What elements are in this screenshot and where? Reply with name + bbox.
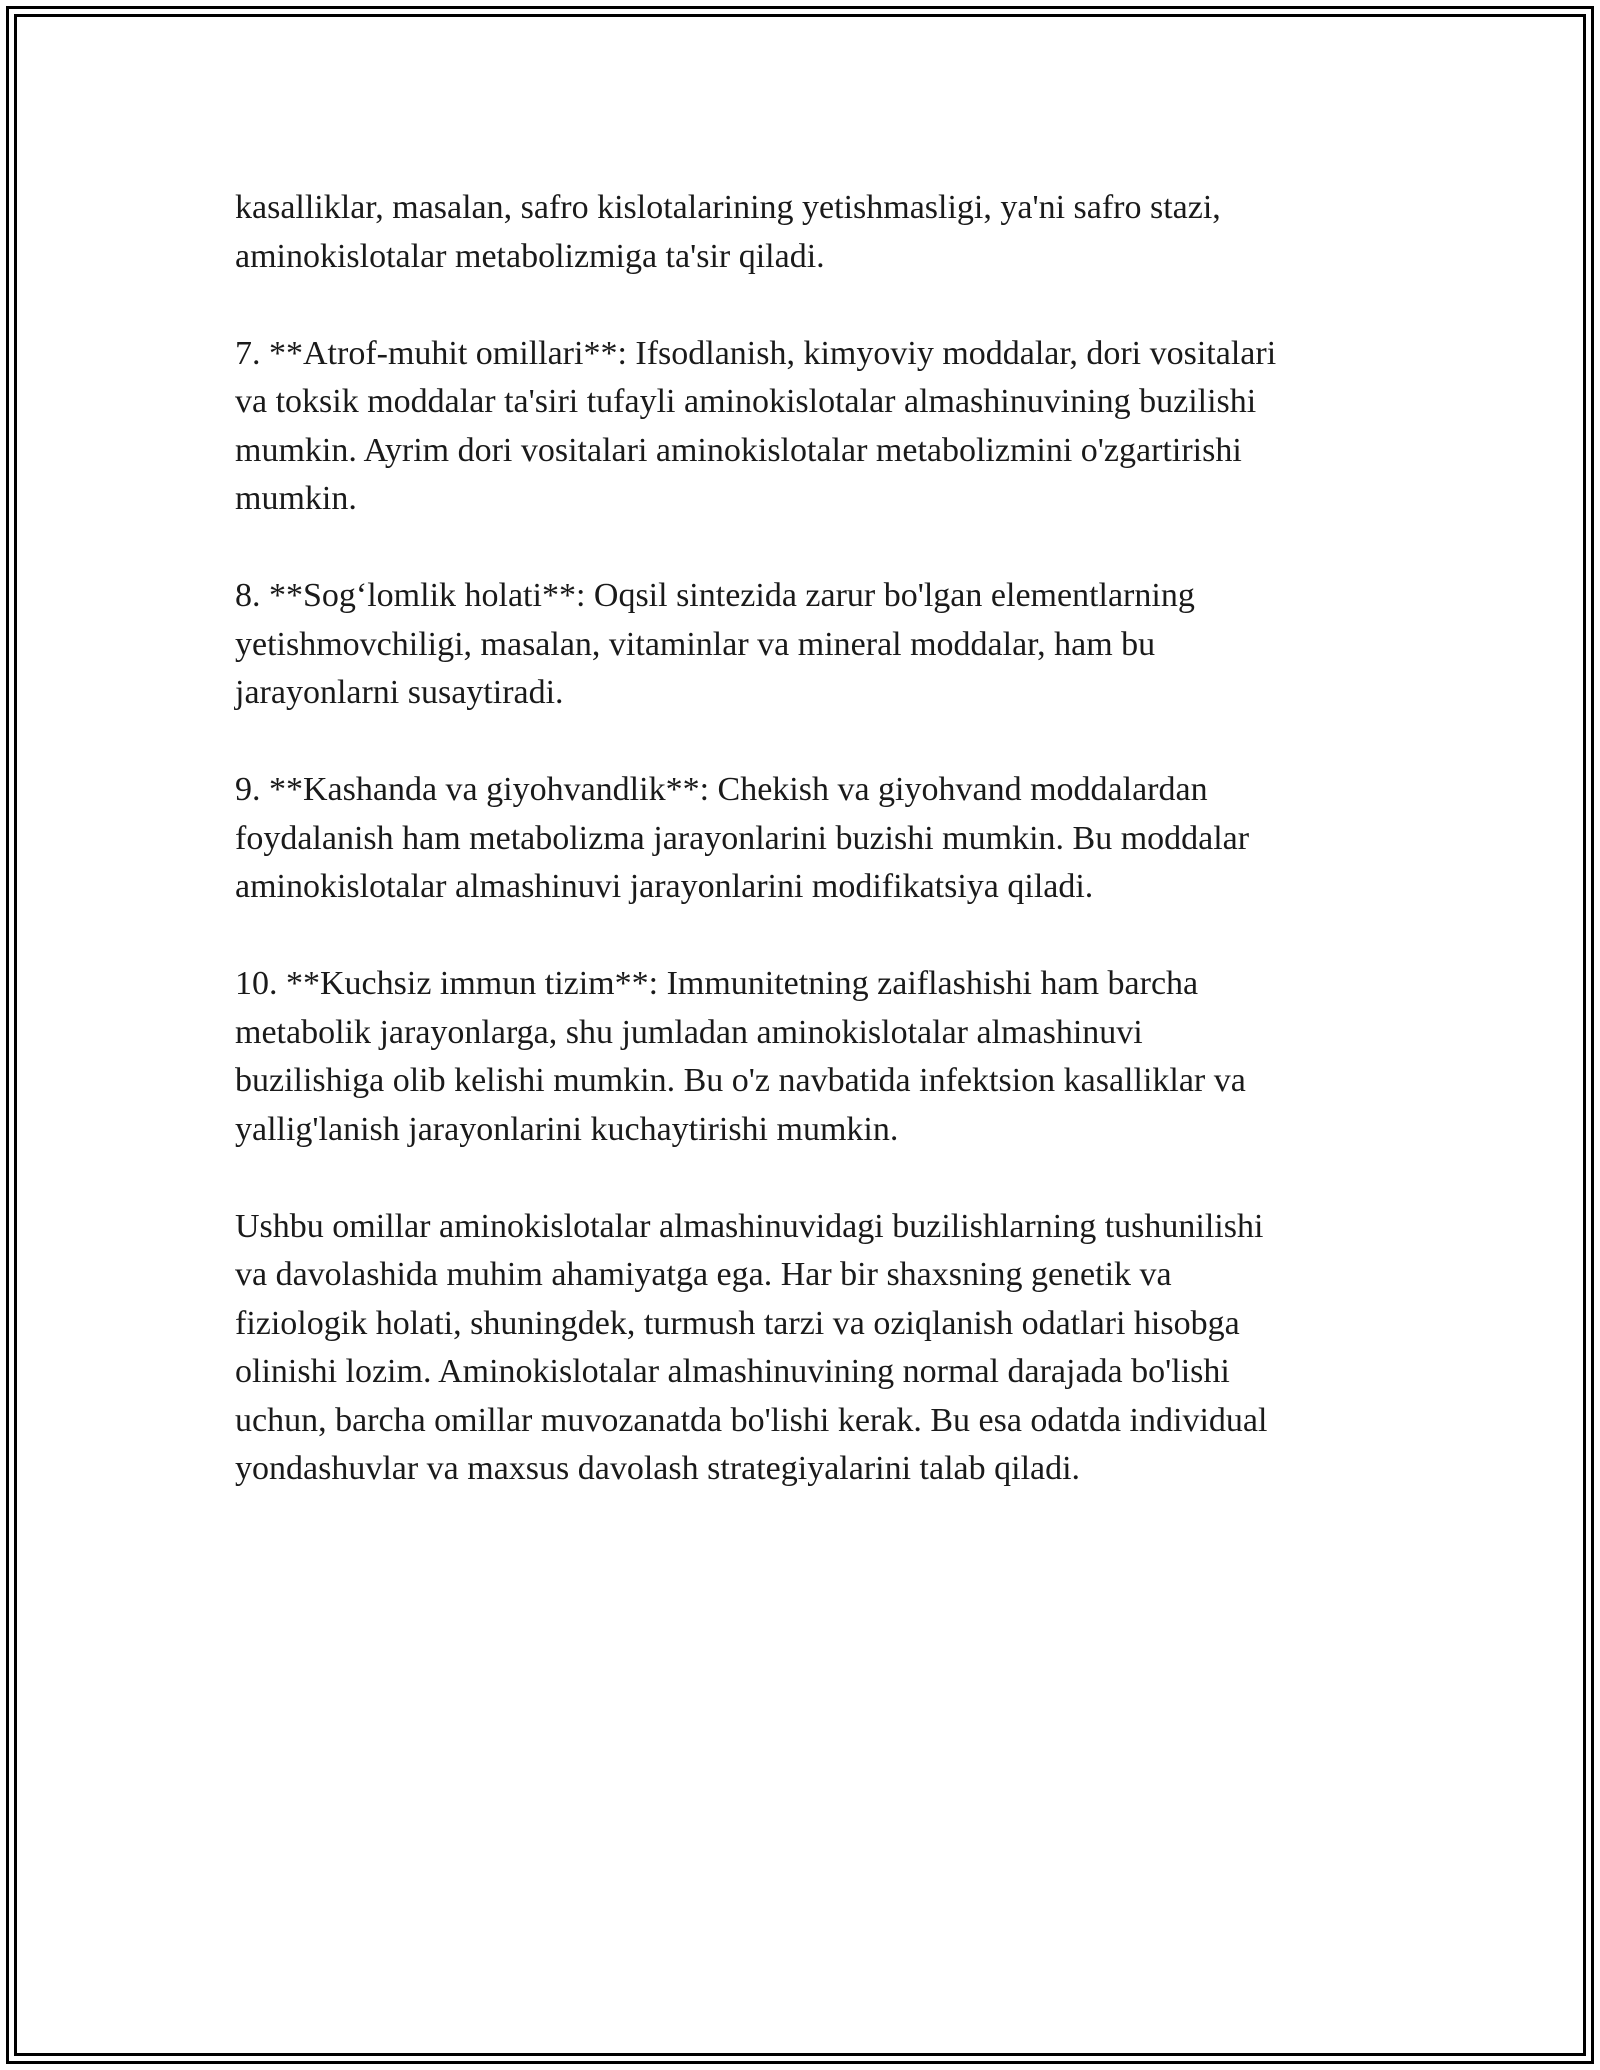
text-line: buzilishiga olib kelishi mumkin. Bu o'z navbatida infektsion kasalliklar va: [235, 1062, 1246, 1099]
text-line: va toksik moddalar ta'siri tufayli aminokislotalar almashinuvining buzilishi: [235, 383, 1257, 420]
text-line: yetishmovchiligi, masalan, vitaminlar va mineral moddalar, ham bu: [235, 625, 1156, 663]
text-line: kasalliklar, masalan, safro kislotalarining yetishmasligi, ya'ni safro stazi,: [235, 189, 1221, 226]
paragraph-item-8: [235, 572, 1375, 718]
text-line: mumkin.: [235, 480, 357, 517]
text-line: fiziologik holati, shuningdek, turmush tarzi va oziqlanish odatlari hisobga: [235, 1304, 1240, 1342]
text-line: 8. **Sog‘lomlik holati**: Oqsil sintezida zarur bo'lgan elementlarning: [235, 577, 1195, 614]
text-line: Ushbu omillar aminokislotalar almashinuvidagi buzilishlarning tushunilishi: [235, 1207, 1264, 1245]
text-line: metabolik jarayonlarga, shu jumladan aminokislotalar almashinuvi: [235, 1013, 1143, 1051]
text-line: olinishi lozim. Aminokislotalar almashinuvining normal darajada bo'lishi: [235, 1353, 1230, 1390]
text-line: 10. **Kuchsiz immun tizim**: Immunitetning zaiflashishi ham barcha: [235, 965, 1199, 1002]
text-line: yallig'lanish jarayonlarini kuchaytirishi mumkin.: [235, 1110, 899, 1148]
paragraph-continuation: [235, 184, 1375, 281]
text-line: aminokislotalar metabolizmiga ta'sir qiladi.: [235, 237, 825, 275]
text-line: jarayonlarni susaytiradi.: [235, 674, 564, 711]
text-line: yondashuvlar va maxsus davolash strategiyalarini talab qiladi.: [235, 1450, 1081, 1487]
text-line: va davolashida muhim ahamiyatga ega. Har bir shaxsning genetik va: [235, 1256, 1172, 1293]
paragraph-item-10: [235, 960, 1375, 1154]
document-body: [235, 184, 1375, 1542]
text-line: 7. **Atrof-muhit omillari**: Ifsodlanish, kimyoviy moddalar, dori vositalari: [235, 334, 1277, 372]
text-line: mumkin. Ayrim dori vositalari aminokislotalar metabolizmini o'zgartirishi: [235, 431, 1242, 469]
paragraph-item-7: [235, 330, 1375, 524]
paragraph-conclusion: [235, 1203, 1375, 1494]
text-line: foydalanish ham metabolizma jarayonlarini buzishi mumkin. Bu moddalar: [235, 819, 1250, 857]
text-line: 9. **Kashanda va giyohvandlik**: Chekish va giyohvand moddalardan: [235, 771, 1208, 808]
text-line: aminokislotalar almashinuvi jarayonlarini modifikatsiya qiladi.: [235, 868, 1094, 905]
paragraph-item-9: [235, 766, 1375, 912]
text-line: uchun, barcha omillar muvozanatda bo'lishi kerak. Bu esa odatda individual: [235, 1401, 1268, 1439]
